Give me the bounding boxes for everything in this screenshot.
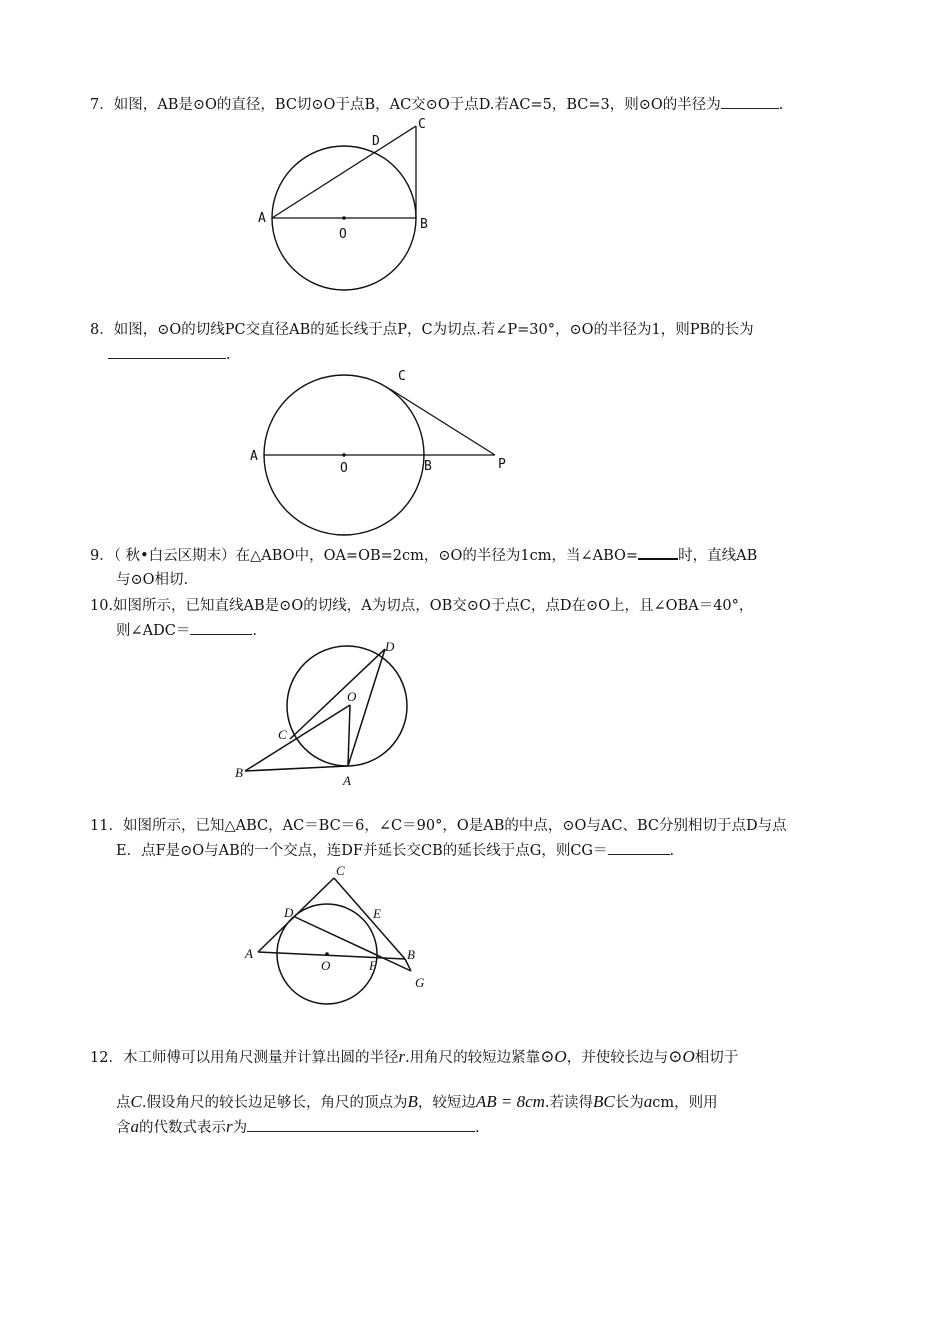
label-a: A (245, 946, 253, 961)
answer-blank-11[interactable] (608, 838, 670, 855)
label-f: F (369, 958, 377, 973)
question-8-text: 8．如图，⊙O的切线PC交直径AB的延长线于点P，C为切点.若∠P=30°，⊙O的半径为1，则PB的长为 (90, 322, 754, 338)
label-o: O (339, 227, 347, 242)
segment-bo (245, 705, 350, 771)
label-c: C (278, 727, 287, 742)
question-12-cont (90, 1090, 865, 1140)
label-d: D (284, 905, 294, 920)
segment-ac (272, 126, 416, 218)
question-12 (90, 1040, 865, 1075)
question-10 (90, 594, 865, 643)
label-o: O (321, 958, 331, 973)
label-b: B (235, 765, 243, 780)
label-a: A (250, 449, 258, 464)
label-p: P (498, 457, 506, 472)
question-7-text: 7．如图，AB是⊙O的直径，BC切⊙O于点B，AC交⊙O于点D.若AC=5，BC=3，则⊙O的半径为 . (90, 92, 865, 117)
label-d: D (372, 134, 380, 149)
question-11 (90, 814, 865, 863)
question-10-text: 10.如图所示，已知直线AB是⊙O的切线，A为切点，OB交⊙O于点C，点D在⊙O上，且∠OBA＝40°， (90, 598, 754, 614)
answer-blank-10[interactable] (190, 618, 252, 635)
figure-11 (235, 855, 445, 1005)
question-9-text: 9．（ 秋•白云区期末）在△ABO中，OA=OB=2cm，⊙O的半径为1cm，当∠ABO= 时，直线AB (90, 542, 865, 568)
label-c: C (336, 863, 345, 878)
answer-blank-12[interactable] (247, 1115, 475, 1132)
label-d: D (385, 639, 395, 654)
label-c: C (418, 117, 426, 132)
label-a: A (258, 211, 266, 226)
question-9-text-2: 与⊙O相切. (116, 572, 189, 588)
label-c: C (398, 369, 406, 384)
segment-dg (295, 917, 411, 971)
label-g: G (415, 975, 425, 990)
side-ac (258, 878, 334, 952)
question-8-answer-line: . (90, 342, 865, 367)
side-cb (334, 878, 405, 959)
label-b: B (424, 459, 432, 474)
label-o: O (340, 461, 348, 476)
tangent-ab (245, 766, 348, 771)
figure-8 (240, 360, 530, 520)
figure-10 (225, 635, 425, 795)
label-b: B (420, 217, 428, 232)
label-e: E (373, 906, 381, 921)
question-12-line-1: 12．木工师傅可以用角尺测量并计算出圆的半径r.用角尺的较短边紧靠⊙O，并使较长边与⊙O相切于 (90, 1047, 739, 1066)
center-dot (325, 952, 329, 956)
segment-oa (348, 705, 350, 766)
tangent-pc (390, 389, 495, 455)
answer-blank-8[interactable] (108, 342, 226, 359)
label-b: B (407, 947, 415, 962)
question-9 (90, 542, 865, 592)
question-10-text-2: 则∠ADC＝ . (90, 618, 865, 643)
question-11-text-2: E．点F是⊙O与AB的一个交点，连DF并延长交CB的延长线于点G，则CG＝ . (90, 838, 865, 863)
question-11-text: 11．如图所示，已知△ABC，AC＝BC＝6，∠C＝90°，O是AB的中点，⊙O与AC、BC分别相切于点D与点 (90, 818, 787, 834)
question-12-line-2: 点C.假设角尺的较长边足够长，角尺的顶点为B，较短边AB = 8cm.若读得BC长为acm，则用 (116, 1092, 718, 1111)
question-12-line-3: 含a的代数式表示r为 . (116, 1117, 480, 1136)
label-o: O (347, 689, 357, 704)
answer-blank-9[interactable] (638, 542, 678, 560)
label-a: A (343, 773, 351, 788)
center-dot (342, 453, 346, 457)
question-7 (90, 92, 865, 117)
center-dot (342, 216, 346, 220)
answer-blank-7[interactable] (721, 92, 779, 109)
figure-7 (250, 110, 450, 260)
